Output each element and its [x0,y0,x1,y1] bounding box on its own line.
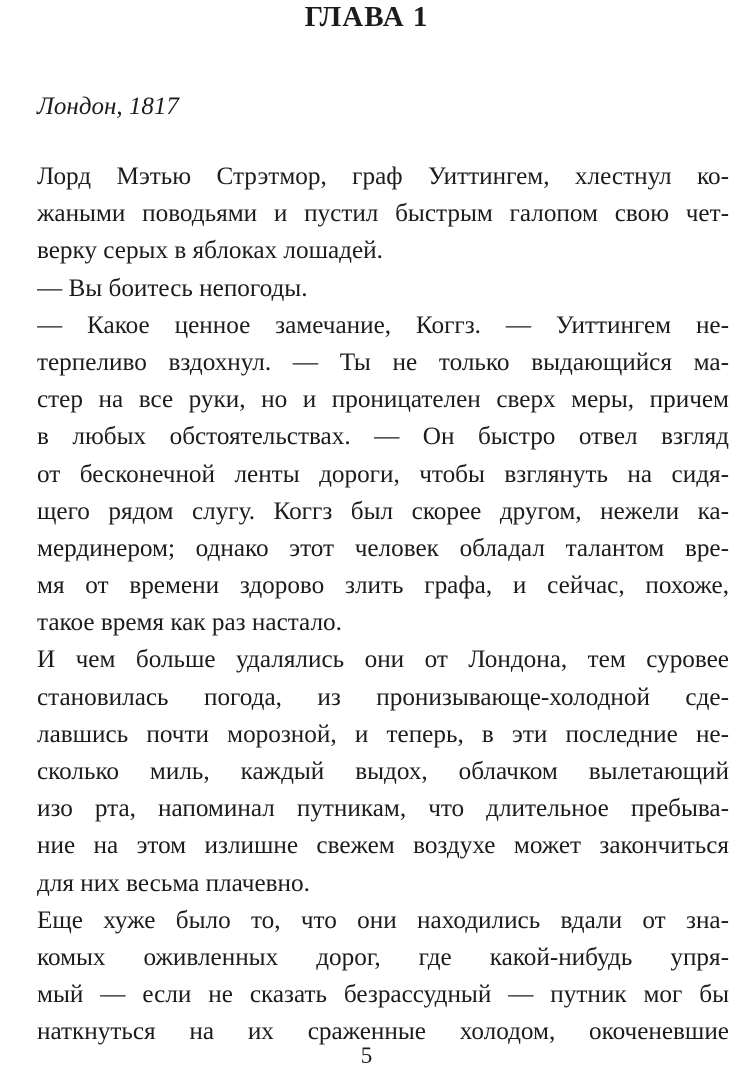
text-line: мердинером; однако этот человек обладал талантом вре- [37,534,729,562]
text-line: мя от времени здорово злить графа, и сейчас, похоже, [37,572,729,600]
text-line: от бесконечной ленты дороги, чтобы взглянуть на сидя- [37,460,729,488]
text-line: наткнуться на их сраженные холодом, окоченевшие [37,1018,729,1046]
text-line: ние на этом излишне свежем воздухе может закончиться [37,832,729,860]
text-line: комых оживленных дорог, где какой-нибудь упря- [37,943,729,971]
paragraph [37,307,729,642]
text-line: жаными поводьями и пустил быстрым галопом свою чет- [37,200,729,228]
page-number: 5 [360,1043,373,1068]
text-line: верку серых в яблоках лошадей. [37,237,383,265]
text-line: лавшись почти морозной, и теперь, в эти последние не- [37,720,729,748]
text-line: — Какое ценное замечание, Коггз. — Уиттингем не- [37,311,729,339]
paragraph [37,158,729,270]
dateline: Лондон, 1817 [37,93,179,120]
paragraph [37,641,729,901]
paragraph [37,270,729,307]
text-line: в любых обстоятельствах. — Он быстро отвел взгляд [37,423,729,451]
text-line: щего рядом слугу. Коггз был скорее другом, нежели ка- [37,497,729,525]
text-line: такое время как раз настало. [37,609,342,637]
body-text [37,158,729,1051]
chapter-title: ГЛАВА 1 [304,1,429,33]
text-line: И чем больше удалялись они от Лондона, тем суровее [37,646,729,674]
text-line: становилась погода, из пронизывающе-холодной сде- [37,683,729,711]
text-line: сколько миль, каждый выдох, облачком вылетающий [37,758,729,785]
text-line: Лорд Мэтью Стрэтмор, граф Уиттингем, хлестнул ко- [37,163,729,190]
text-line: мый — если не сказать безрассудный — путник мог бы [37,981,729,1009]
text-line: терпеливо вздохнул. — Ты не только выдающийся ма- [37,348,729,376]
text-line: изо рта, напоминал путникам, что длительное пребыва- [37,795,729,823]
text-line: Еще хуже было то, что они находились вдали от зна- [37,906,729,934]
text-line: для них весьма плачевно. [37,869,310,897]
text-line: — Вы боитесь непогоды. [37,274,308,302]
text-line: стер на все руки, но и проницателен сверх меры, причем [37,386,729,414]
paragraph [37,902,729,1051]
